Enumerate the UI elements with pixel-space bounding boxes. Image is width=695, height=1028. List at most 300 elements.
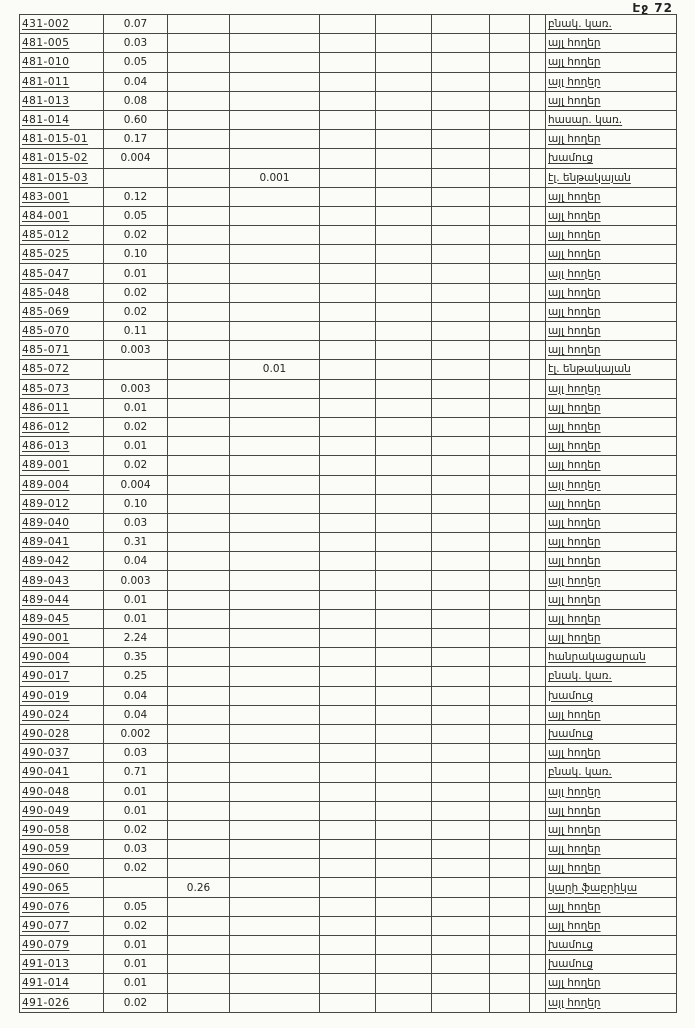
value-cell — [432, 724, 490, 743]
land-type-cell — [546, 149, 677, 168]
value-cell — [376, 206, 432, 225]
value-cell — [376, 72, 432, 91]
parcel-code: 484-001 — [22, 209, 70, 222]
value-cell — [376, 686, 432, 705]
value-cell — [376, 417, 432, 436]
parcel-code-cell — [20, 571, 104, 590]
land-type-cell — [546, 820, 677, 839]
value-cell — [432, 705, 490, 724]
value-cell — [432, 226, 490, 245]
value-cell — [230, 53, 320, 72]
land-type-cell — [546, 437, 677, 456]
value-cell — [490, 629, 530, 648]
value-cell — [376, 916, 432, 935]
parcel-code: 489-001 — [22, 459, 70, 472]
parcel-code-cell — [20, 264, 104, 283]
land-type-cell — [546, 609, 677, 628]
land-type-cell — [546, 552, 677, 571]
parcel-code: 489-045 — [22, 612, 70, 625]
parcel-code: 485-012 — [22, 229, 70, 242]
table-row — [20, 859, 677, 878]
value-cell — [490, 494, 530, 513]
land-type-cell — [546, 264, 677, 283]
value-cell — [168, 744, 230, 763]
value-cell — [530, 878, 546, 897]
parcel-code-cell — [20, 494, 104, 513]
value-cell — [320, 782, 376, 801]
land-type-cell — [546, 245, 677, 264]
value-cell — [432, 110, 490, 129]
parcel-code: 431-002 — [22, 18, 70, 31]
value-cell — [432, 878, 490, 897]
land-type-label: այլ հողեր — [548, 497, 601, 510]
value-cell — [530, 417, 546, 436]
land-type-label: այլ հողեր — [548, 401, 601, 414]
value-cell — [490, 72, 530, 91]
value-cell — [490, 609, 530, 628]
value-cell — [376, 110, 432, 129]
value-cell — [168, 475, 230, 494]
value-cell — [490, 264, 530, 283]
parcel-code-cell — [20, 648, 104, 667]
value-cell — [490, 763, 530, 782]
parcel-code-cell — [20, 609, 104, 628]
value-cell: 0.05 — [104, 206, 168, 225]
value-cell — [320, 840, 376, 859]
land-type-cell — [546, 168, 677, 187]
value-cell: 0.01 — [104, 936, 168, 955]
parcel-code: 490-065 — [22, 881, 70, 894]
table-row — [20, 629, 677, 648]
value-cell — [490, 168, 530, 187]
value-cell — [376, 494, 432, 513]
value-cell — [432, 744, 490, 763]
value-cell — [320, 590, 376, 609]
value-cell — [376, 187, 432, 206]
value-cell — [168, 398, 230, 417]
value-cell — [320, 993, 376, 1012]
value-cell — [376, 341, 432, 360]
value-cell — [168, 149, 230, 168]
value-cell — [230, 820, 320, 839]
land-type-cell — [546, 590, 677, 609]
land-type-label: այլ հողեր — [548, 747, 601, 760]
land-type-cell — [546, 916, 677, 935]
value-cell — [530, 782, 546, 801]
parcel-code-cell — [20, 667, 104, 686]
land-type-label: այլ հողեր — [548, 996, 601, 1009]
value-cell — [168, 494, 230, 513]
value-cell: 0.003 — [104, 571, 168, 590]
value-cell — [168, 801, 230, 820]
value-cell — [376, 379, 432, 398]
value-cell — [320, 417, 376, 436]
value-cell — [168, 456, 230, 475]
value-cell — [490, 475, 530, 494]
value-cell — [168, 916, 230, 935]
parcel-code-cell — [20, 801, 104, 820]
value-cell — [320, 110, 376, 129]
table-row — [20, 820, 677, 839]
value-cell: 0.03 — [104, 840, 168, 859]
value-cell — [168, 206, 230, 225]
value-cell — [530, 360, 546, 379]
value-cell — [320, 341, 376, 360]
value-cell — [376, 667, 432, 686]
land-type-cell — [546, 533, 677, 552]
parcel-code: 486-011 — [22, 401, 70, 414]
parcel-code-cell — [20, 533, 104, 552]
land-type-label: այլ հողեր — [548, 478, 601, 491]
value-cell — [320, 206, 376, 225]
value-cell — [320, 72, 376, 91]
value-cell — [376, 955, 432, 974]
land-type-label: բնակ. կառ. — [548, 766, 612, 779]
value-cell: 0.01 — [230, 360, 320, 379]
value-cell — [168, 820, 230, 839]
value-cell — [168, 379, 230, 398]
table-row — [20, 667, 677, 686]
land-type-label: այլ հողեր — [548, 286, 601, 299]
value-cell — [168, 110, 230, 129]
value-cell: 0.01 — [104, 955, 168, 974]
value-cell — [490, 590, 530, 609]
land-type-label: այլ հողեր — [548, 37, 601, 50]
parcel-code: 489-012 — [22, 497, 70, 510]
parcel-code: 490-049 — [22, 804, 70, 817]
value-cell — [168, 859, 230, 878]
value-cell — [490, 149, 530, 168]
value-cell — [490, 34, 530, 53]
parcel-code: 490-060 — [22, 862, 70, 875]
value-cell — [530, 456, 546, 475]
value-cell: 0.02 — [104, 916, 168, 935]
value-cell — [320, 667, 376, 686]
value-cell — [490, 571, 530, 590]
value-cell — [530, 936, 546, 955]
value-cell — [230, 72, 320, 91]
value-cell — [490, 245, 530, 264]
land-type-cell — [546, 878, 677, 897]
value-cell — [320, 533, 376, 552]
value-cell — [432, 322, 490, 341]
value-cell — [490, 456, 530, 475]
value-cell — [530, 53, 546, 72]
value-cell — [168, 283, 230, 302]
value-cell — [432, 955, 490, 974]
value-cell — [490, 936, 530, 955]
value-cell — [320, 245, 376, 264]
value-cell — [530, 34, 546, 53]
parcel-code: 485-071 — [22, 344, 70, 357]
land-type-cell — [546, 744, 677, 763]
value-cell — [168, 936, 230, 955]
parcel-code-cell — [20, 302, 104, 321]
value-cell — [376, 648, 432, 667]
land-type-cell — [546, 974, 677, 993]
parcel-code-cell — [20, 897, 104, 916]
table-row — [20, 840, 677, 859]
value-cell — [168, 974, 230, 993]
land-type-cell — [546, 782, 677, 801]
land-type-label: այլ հողեր — [548, 900, 601, 913]
parcel-code: 490-041 — [22, 766, 70, 779]
value-cell — [432, 494, 490, 513]
land-type-cell — [546, 72, 677, 91]
value-cell — [230, 763, 320, 782]
value-cell — [320, 91, 376, 110]
land-type-cell — [546, 629, 677, 648]
value-cell — [432, 513, 490, 532]
value-cell — [168, 168, 230, 187]
value-cell — [376, 475, 432, 494]
land-type-cell — [546, 648, 677, 667]
value-cell — [376, 437, 432, 456]
value-cell — [168, 609, 230, 628]
value-cell — [230, 149, 320, 168]
value-cell — [168, 648, 230, 667]
land-type-label: այլ հողեր — [548, 229, 601, 242]
value-cell — [320, 513, 376, 532]
land-type-cell — [546, 206, 677, 225]
value-cell — [530, 648, 546, 667]
land-type-label: այլ հողեր — [548, 593, 601, 606]
value-cell — [168, 245, 230, 264]
table-row — [20, 993, 677, 1012]
land-type-cell — [546, 341, 677, 360]
parcel-code: 485-047 — [22, 267, 70, 280]
value-cell — [168, 590, 230, 609]
value-cell — [376, 130, 432, 149]
value-cell — [320, 437, 376, 456]
value-cell — [168, 91, 230, 110]
value-cell — [376, 264, 432, 283]
value-cell — [530, 744, 546, 763]
value-cell — [432, 456, 490, 475]
value-cell — [104, 878, 168, 897]
value-cell — [168, 187, 230, 206]
table-row — [20, 590, 677, 609]
table-row — [20, 609, 677, 628]
value-cell: 0.01 — [104, 974, 168, 993]
value-cell — [168, 782, 230, 801]
land-type-label: էլ. ենթակայան — [548, 363, 631, 376]
table-row — [20, 571, 677, 590]
value-cell — [530, 897, 546, 916]
value-cell — [230, 341, 320, 360]
value-cell — [432, 897, 490, 916]
value-cell — [530, 724, 546, 743]
value-cell — [376, 993, 432, 1012]
table-row — [20, 897, 677, 916]
parcel-code: 490-019 — [22, 689, 70, 702]
value-cell: 0.01 — [104, 801, 168, 820]
value-cell: 2.24 — [104, 629, 168, 648]
value-cell — [490, 782, 530, 801]
value-cell — [376, 322, 432, 341]
value-cell — [490, 744, 530, 763]
land-type-cell — [546, 801, 677, 820]
land-type-label: խամուց — [548, 152, 594, 165]
value-cell — [376, 897, 432, 916]
value-cell — [230, 283, 320, 302]
parcel-code-cell — [20, 782, 104, 801]
land-type-label: կարի ֆաբրիկա — [548, 881, 638, 894]
value-cell — [230, 667, 320, 686]
value-cell — [376, 302, 432, 321]
value-cell — [490, 820, 530, 839]
parcel-code-cell — [20, 840, 104, 859]
land-type-label: այլ հողեր — [548, 267, 601, 280]
value-cell — [432, 993, 490, 1012]
land-type-label: այլ հողեր — [548, 248, 601, 261]
value-cell: 0.01 — [104, 590, 168, 609]
value-cell — [432, 130, 490, 149]
value-cell — [230, 629, 320, 648]
value-cell — [320, 763, 376, 782]
land-type-label: խամուց — [548, 728, 594, 741]
table-row — [20, 91, 677, 110]
value-cell — [490, 859, 530, 878]
land-type-cell — [546, 955, 677, 974]
value-cell — [230, 187, 320, 206]
value-cell — [432, 763, 490, 782]
value-cell — [168, 513, 230, 532]
value-cell — [530, 533, 546, 552]
value-cell — [530, 494, 546, 513]
value-cell — [530, 552, 546, 571]
table-row — [20, 110, 677, 129]
value-cell — [230, 475, 320, 494]
value-cell — [168, 226, 230, 245]
value-cell — [168, 629, 230, 648]
parcel-code: 490-059 — [22, 843, 70, 856]
value-cell: 0.04 — [104, 72, 168, 91]
value-cell — [432, 15, 490, 34]
value-cell — [230, 878, 320, 897]
value-cell: 0.01 — [104, 264, 168, 283]
value-cell — [530, 245, 546, 264]
value-cell — [490, 533, 530, 552]
table-row — [20, 456, 677, 475]
value-cell: 0.02 — [104, 820, 168, 839]
table-row — [20, 302, 677, 321]
value-cell — [376, 245, 432, 264]
value-cell — [530, 322, 546, 341]
parcel-code-cell — [20, 417, 104, 436]
value-cell — [432, 629, 490, 648]
parcel-code: 490-001 — [22, 632, 70, 645]
value-cell — [230, 322, 320, 341]
value-cell — [432, 552, 490, 571]
parcel-code-cell — [20, 15, 104, 34]
value-cell: 0.04 — [104, 686, 168, 705]
value-cell — [376, 15, 432, 34]
value-cell — [320, 322, 376, 341]
value-cell — [432, 72, 490, 91]
page-number: Էջ 72 — [632, 1, 673, 15]
value-cell — [376, 168, 432, 187]
value-cell — [490, 206, 530, 225]
value-cell — [168, 724, 230, 743]
parcel-code-cell — [20, 878, 104, 897]
value-cell — [320, 609, 376, 628]
table-row — [20, 149, 677, 168]
land-type-cell — [546, 859, 677, 878]
table-row — [20, 53, 677, 72]
value-cell — [490, 283, 530, 302]
value-cell — [432, 417, 490, 436]
land-type-cell — [546, 571, 677, 590]
land-type-label: այլ հողեր — [548, 536, 601, 549]
parcel-code-cell — [20, 283, 104, 302]
value-cell — [320, 897, 376, 916]
value-cell — [530, 15, 546, 34]
parcel-code: 486-013 — [22, 440, 70, 453]
value-cell — [530, 130, 546, 149]
value-cell: 0.04 — [104, 552, 168, 571]
land-type-label: այլ հողեր — [548, 344, 601, 357]
land-type-cell — [546, 840, 677, 859]
land-type-label: այլ հողեր — [548, 56, 601, 69]
table-row — [20, 398, 677, 417]
land-type-cell — [546, 110, 677, 129]
value-cell — [530, 264, 546, 283]
value-cell — [530, 609, 546, 628]
value-cell: 0.01 — [104, 782, 168, 801]
value-cell: 0.11 — [104, 322, 168, 341]
value-cell — [168, 53, 230, 72]
value-cell — [490, 187, 530, 206]
value-cell — [432, 667, 490, 686]
land-type-label: այլ հողեր — [548, 612, 601, 625]
land-type-cell — [546, 513, 677, 532]
value-cell — [320, 149, 376, 168]
value-cell — [168, 72, 230, 91]
value-cell — [432, 782, 490, 801]
value-cell — [530, 629, 546, 648]
value-cell — [168, 993, 230, 1012]
land-type-label: խամուց — [548, 939, 594, 952]
parcel-code-cell — [20, 149, 104, 168]
land-type-label: այլ հողեր — [548, 209, 601, 222]
value-cell — [490, 91, 530, 110]
value-cell: 0.04 — [104, 705, 168, 724]
value-cell: 0.02 — [104, 993, 168, 1012]
value-cell — [320, 705, 376, 724]
value-cell — [320, 878, 376, 897]
land-type-label: այլ հողեր — [548, 785, 601, 798]
land-type-cell — [546, 667, 677, 686]
value-cell: 0.03 — [104, 744, 168, 763]
parcel-code: 489-043 — [22, 574, 70, 587]
table-row — [20, 34, 677, 53]
parcel-code-cell — [20, 53, 104, 72]
parcel-code-cell — [20, 110, 104, 129]
parcel-code-cell — [20, 34, 104, 53]
value-cell — [432, 283, 490, 302]
parcel-code-cell — [20, 379, 104, 398]
land-type-cell — [546, 15, 677, 34]
value-cell — [168, 341, 230, 360]
parcel-code: 490-037 — [22, 747, 70, 760]
value-cell — [230, 456, 320, 475]
value-cell — [490, 437, 530, 456]
value-cell — [530, 859, 546, 878]
table-row — [20, 437, 677, 456]
parcel-code-cell — [20, 168, 104, 187]
parcel-code: 481-014 — [22, 114, 70, 127]
